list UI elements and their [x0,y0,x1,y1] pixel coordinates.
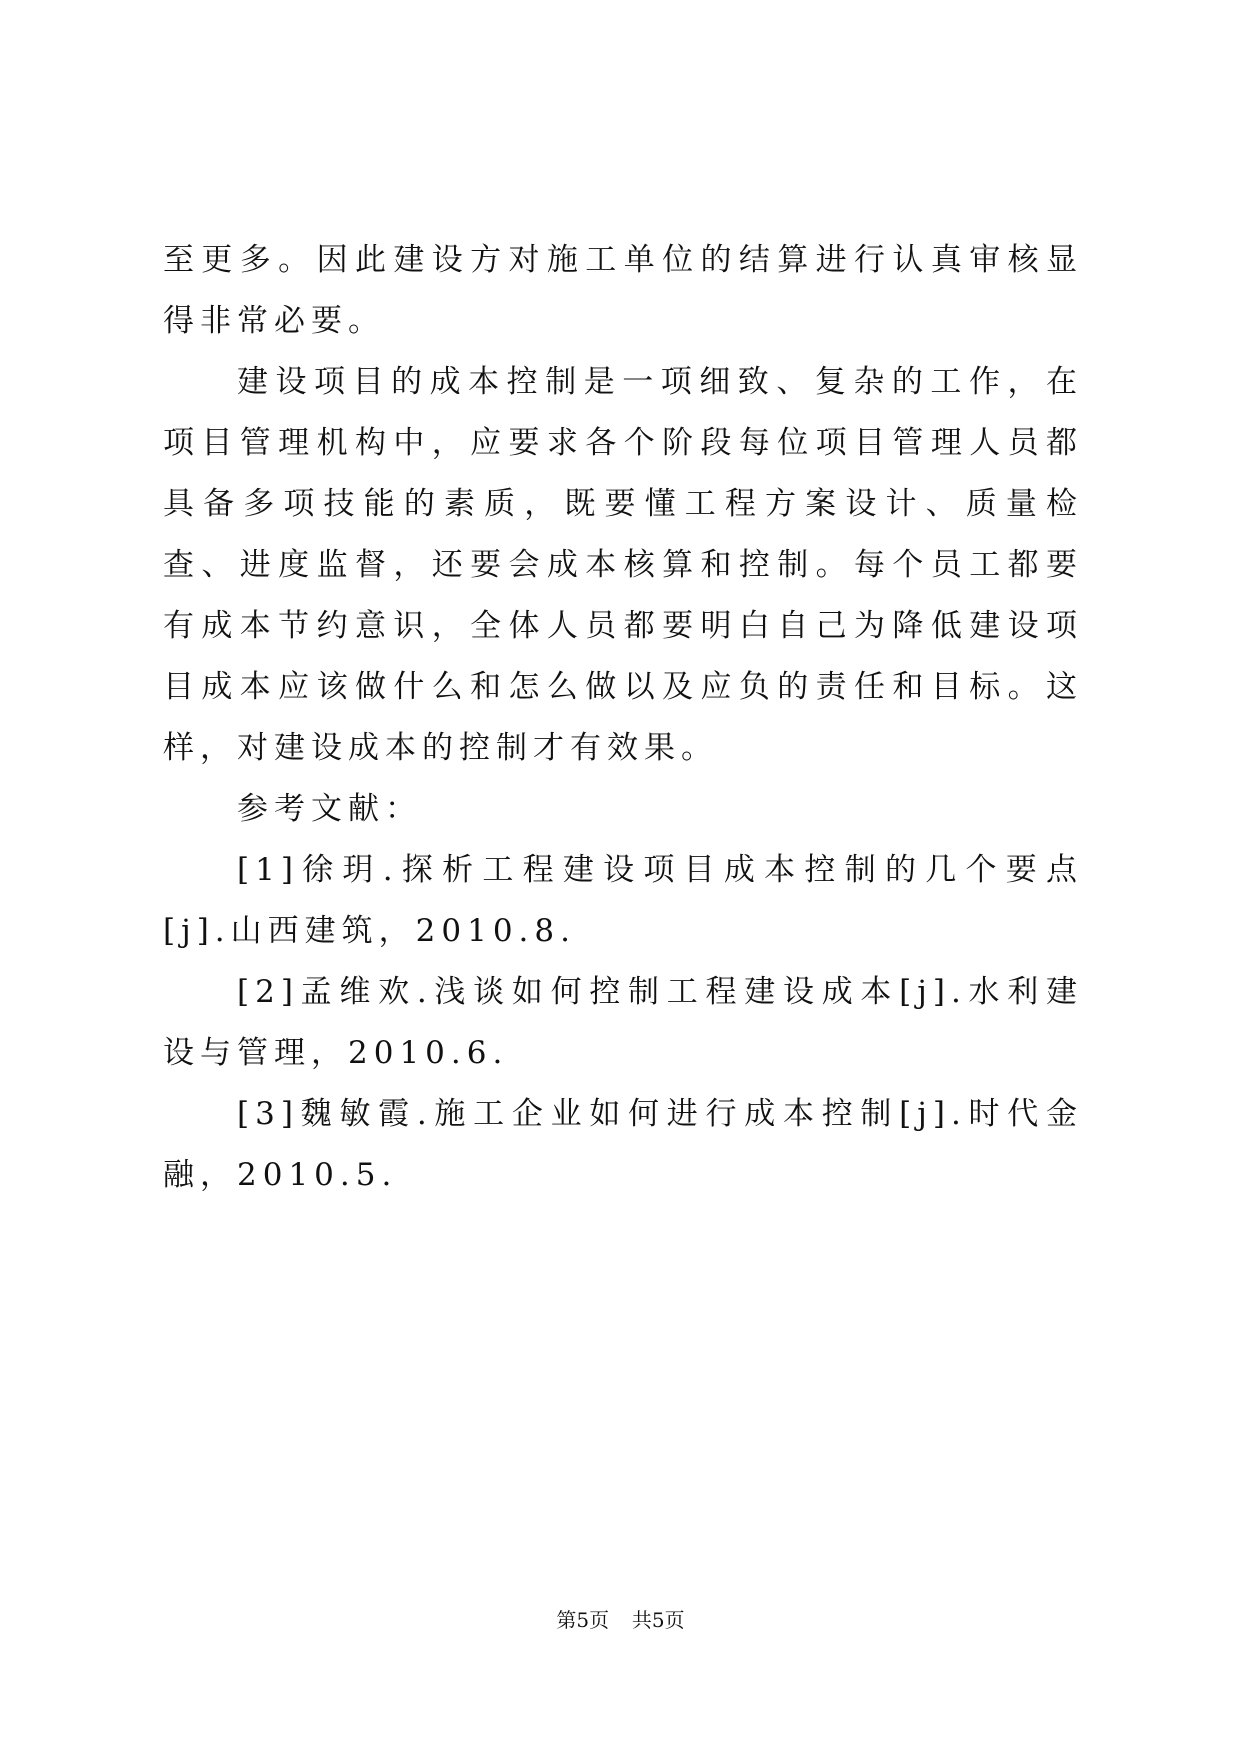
page-number-current: 第5页 [556,1608,610,1632]
references-heading: 参考文献： [237,791,422,827]
reference-item-1: [1]徐玥.探析工程建设项目成本控制的几个要点[j].山西建筑，2010.8. [163,852,1083,949]
reference-item-2: [2]孟维欢.浅谈如何控制工程建设成本[j].水利建设与管理，2010.6. [163,974,1083,1071]
paragraph-cost-control: 建设项目的成本控制是一项细致、复杂的工作，在项目管理机构中，应要求各个阶段每位项目管理人员都具备多项技能的素质，既要懂工程方案设计、质量检查、进度监督，还要会成本核算和控制。每个员工都要有成本节约意识，全体人员都要明白自己为降低建设项目成本应该做什么和怎么做以及应负的责任和目标。这样，对建设成本的控制才有效果。 [163,364,1083,766]
reference-item-3: [3]魏敏霞.施工企业如何进行成本控制[j].时代金融，2010.5. [163,1096,1083,1193]
document-body [163,230,1083,1206]
page-number-total: 共5页 [631,1608,685,1632]
page-footer [0,1607,1241,1633]
paragraph-conclusion-tail: 至更多。因此建设方对施工单位的结算进行认真审核显得非常必要。 [163,242,1083,339]
